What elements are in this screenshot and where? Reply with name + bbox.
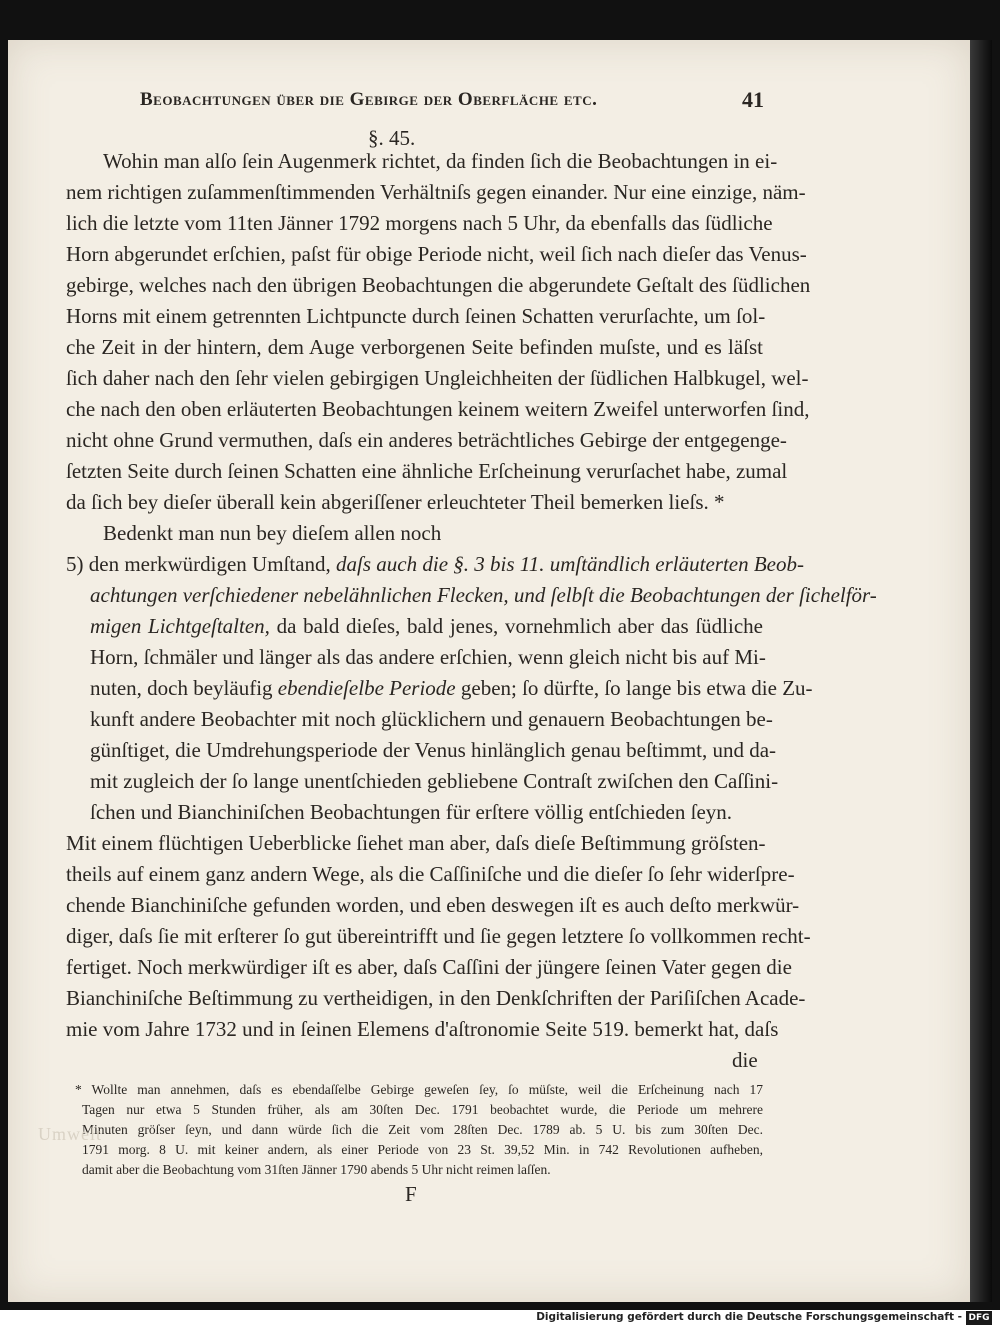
text-run: geben; ſo dürfte, ſo lange bis etwa die Zu- [455, 676, 813, 700]
footnote-line: Minuten gröſser ſeyn, und dann würde ſich die Zeit vom 28ſten Dec. 1789 ab. 5 U. bis zum 30ſten Dec. [82, 1122, 763, 1137]
text-line [90, 611, 763, 641]
page-number: 41 [742, 87, 764, 112]
text-line: nicht ohne Grund vermuthen, daſs ein anderes beträchtliches Gebirge der entgegenge- [66, 428, 787, 452]
italic-run: migen Lichtgeſtalten, [90, 614, 270, 638]
italic-run: ebendieſelbe Periode [277, 676, 456, 700]
text-line: Horn, ſchmäler und länger als das andere erſchien, wenn gleich nicht bis auf Mi- [90, 645, 766, 669]
italic-run: achtungen verſchiedener nebelähnlichen Flecken, und ſelbſt die Beobachtungen der ſichelför- [90, 583, 877, 607]
footnote-line: Tagen nur etwa 5 Stunden früher, als am 30ſten Dec. 1791 beobachtet wurde, die Periode um mehrere [82, 1102, 763, 1117]
text-line: diger, daſs ſie mit erſterer ſo gut übereintrifft und ſie gegen letztere ſo vollkommen recht- [66, 924, 811, 948]
text-line: Bianchiniſche Beſtimmung zu vertheidigen, in den Denkſchriften der Pariſiſchen Acade- [66, 986, 806, 1010]
bleed-through-text: Umwelt [38, 1124, 102, 1144]
text-line: che Zeit in der hintern, dem Auge verborgenen Seite befinden muſste, und es läſst [66, 335, 763, 359]
text-line: günſtiget, die Umdrehungsperiode der Venus hinlänglich genau beſtimmt, und da- [90, 738, 777, 762]
text-line: fertiget. Noch merkwürdiger iſt es aber, daſs Caſſini der jüngere ſeinen Vater gegen die [66, 955, 792, 979]
dfg-logo-icon: DFG [966, 1311, 992, 1325]
text-line [90, 673, 813, 703]
text-line: ſich daher nach den ſehr vielen gebirgigen Ungleichheiten der ſüdlichen Halbkugel, wel- [66, 366, 809, 390]
signature-mark: F [405, 1182, 417, 1206]
text-line: kunft andere Beobachter mit noch glücklichern und genauern Beobachtungen be- [90, 707, 773, 731]
text-line: nem richtigen zuſammenſtimmenden Verhältniſs gegen einander. Nur eine einzige, näm- [66, 180, 806, 204]
section-heading: §. 45. [368, 126, 416, 150]
text-run: 5) den merkwürdigen Umſtand, [66, 552, 337, 576]
funding-credit: Digitalisierung gefördert durch die Deutsche Forschungsgemeinschaft - [536, 1311, 962, 1323]
footnote-line: 1791 morg. 8 U. mit keiner andern, als einer Periode von 23 St. 39,52 Min. in 742 Revolutionen aufheben, [82, 1142, 763, 1157]
text-line: ſetzten Seite durch ſeinen Schatten eine ähnliche Erſcheinung verurſachet habe, zumal [66, 459, 788, 483]
text-line: mie vom Jahre 1732 und in ſeinen Elemens d'aſtronomie Seite 519. bemerkt hat, daſs [66, 1017, 779, 1041]
text-line: ſchen und Bianchiniſchen Beobachtungen für erſtere völlig entſchieden ſeyn. [90, 800, 733, 824]
text-line: Horns mit einem getrennten Lichtpuncte durch ſeinen Schatten verurſachte, um ſol- [66, 304, 766, 328]
text-line: lich die letzte vom 11ten Jänner 1792 morgens nach 5 Uhr, da ebenfalls das ſüdliche [66, 211, 773, 235]
text-line: mit zugleich der ſo lange unentſchieden gebliebene Contraſt zwiſchen den Caſſini- [90, 769, 779, 793]
footnote-line: damit aber die Beobachtung vom 31ſten Jänner 1790 abends 5 Uhr nicht reimen laſſen. [82, 1162, 551, 1177]
footnote-line: * Wollte man annehmen, daſs es ebendaſſelbe Gebirge geweſen ſey, ſo müſste, weil die Erſcheinung nach 17 [75, 1082, 763, 1097]
text-line: Mit einem flüchtigen Ueberblicke ſiehet man aber, daſs dieſe Beſtimmung gröſsten- [66, 831, 766, 855]
text-line: Horn abgerundet erſchien, paſst für obige Periode nicht, weil ſich nach dieſer das Venus- [66, 242, 807, 266]
running-head: Beobachtungen über die Gebirge der Oberfläche etc. [140, 89, 598, 110]
text-line: Bedenkt man nun bey dieſem allen noch [103, 521, 442, 545]
text-run: da bald dieſes, bald jenes, vornehmlich aber das ſüdliche [269, 614, 763, 638]
text-line: Wohin man alſo ſein Augenmerk richtet, da finden ſich die Beobachtungen in ei- [103, 149, 778, 173]
catchword: die [732, 1048, 758, 1072]
text-line: theils auf einem ganz andern Wege, als die Caſſiniſche und die dieſer ſo ſehr widerſpre- [66, 862, 795, 886]
text-line: che nach den oben erläuterten Beobachtungen keinem weitern Zweifel unterworfen ſind, [66, 397, 810, 421]
text-line: da ſich bey dieſer überall kein abgeriſſener erleuchteter Theil bemerken lieſs. * [66, 490, 725, 514]
text-line [66, 549, 804, 579]
italic-run: daſs auch die §. 3 bis 11. umſtändlich erläuterten Beob- [336, 552, 804, 576]
text-run: nuten, doch beyläufig [90, 676, 278, 700]
page-edge-shadow [970, 40, 992, 1302]
text-line [90, 580, 877, 610]
text-line: chende Bianchiniſche gefunden worden, und eben deswegen iſt es auch deſto merkwür- [66, 893, 800, 917]
text-line: gebirge, welches nach den übrigen Beobachtungen die abgerundete Geſtalt des ſüdlichen [66, 273, 811, 297]
